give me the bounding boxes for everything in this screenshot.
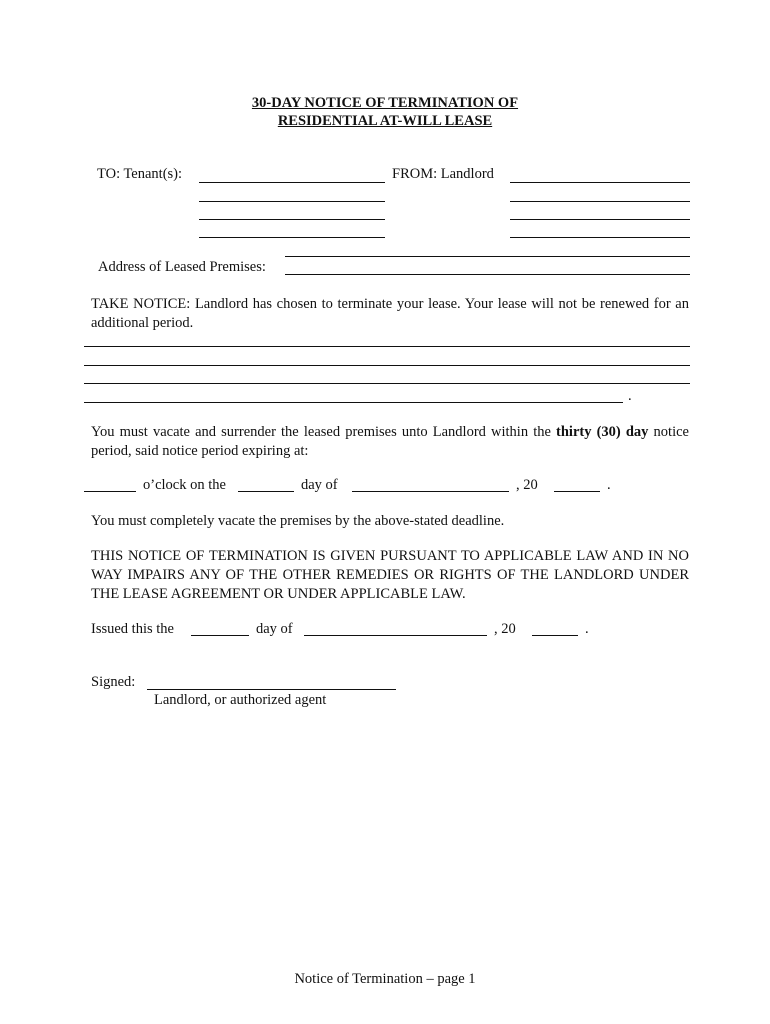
expiry-end-period: . [607,477,611,493]
landlord-name-field-3[interactable] [510,219,690,220]
vacate-text-end: notice period, said notice period expiring at: [91,424,689,459]
tenant-name-field-1[interactable] [199,182,385,183]
issued-day-field[interactable] [191,635,249,636]
signature-field[interactable] [147,689,396,690]
issued-year-field[interactable] [532,635,578,636]
expiry-year-prefix: , 20 [516,477,538,493]
landlord-name-field-2[interactable] [510,201,690,202]
notice-reason-line-3[interactable] [84,383,690,384]
tenant-name-field-3[interactable] [199,219,385,220]
notice-reason-line-2[interactable] [84,365,690,366]
legal-paragraph: THIS NOTICE OF TERMINATION IS GIVEN PURSUANT TO APPLICABLE LAW AND IN NO WAY IMPAIRS ANY OF THE OTHER REMEDIES OR RIGHTS OF THE LANDLORD UNDER THE LEASE AGREEMENT OR UNDER APPLICABLE LAW. [91,548,689,602]
take-notice-paragraph: TAKE NOTICE: Landlord has chosen to terminate your lease. Your lease will not be renewed for an additional period. [91,296,689,331]
page-footer: Notice of Termination – page 1 [294,971,476,987]
issued-month-field[interactable] [304,635,487,636]
document-title-line-1: 30-DAY NOTICE OF TERMINATION OF [251,95,519,111]
expiry-day-of-label: day of [301,477,338,493]
vacate-paragraph [91,423,689,461]
expiry-month-field[interactable] [352,491,509,492]
address-label: Address of Leased Premises: [98,259,266,275]
signed-label: Signed: [91,674,136,690]
issued-year-prefix: , 20 [494,621,516,637]
notice-reason-period: . [628,388,632,404]
address-field-line-2[interactable] [285,274,690,275]
vacate-text-start: You must vacate and surrender the leased premises unto Landlord within the [91,424,557,440]
expiry-year-field[interactable] [554,491,600,492]
deadline-paragraph: You must completely vacate the premises by the above-stated deadline. [91,513,505,529]
expiry-day-field[interactable] [238,491,294,492]
issued-day-of-label: day of [256,621,293,637]
vacate-text-bold: thirty (30) day [556,424,649,440]
expiry-hour-field[interactable] [84,491,136,492]
tenant-name-field-4[interactable] [199,237,385,238]
oclock-label: o’clock on the [143,477,226,493]
notice-reason-line-1[interactable] [84,346,690,347]
document-title-line-2: RESIDENTIAL AT-WILL LEASE [277,113,493,129]
tenant-name-field-2[interactable] [199,201,385,202]
to-tenants-label: TO: Tenant(s): [97,166,183,182]
landlord-name-field-1[interactable] [510,182,690,183]
issued-end-period: . [585,621,589,637]
address-field-line-1[interactable] [285,256,690,257]
signer-caption: Landlord, or authorized agent [154,692,327,708]
notice-reason-line-4[interactable] [84,402,623,403]
from-landlord-label: FROM: Landlord [392,166,494,182]
issued-label: Issued this the [91,621,174,637]
landlord-name-field-4[interactable] [510,237,690,238]
